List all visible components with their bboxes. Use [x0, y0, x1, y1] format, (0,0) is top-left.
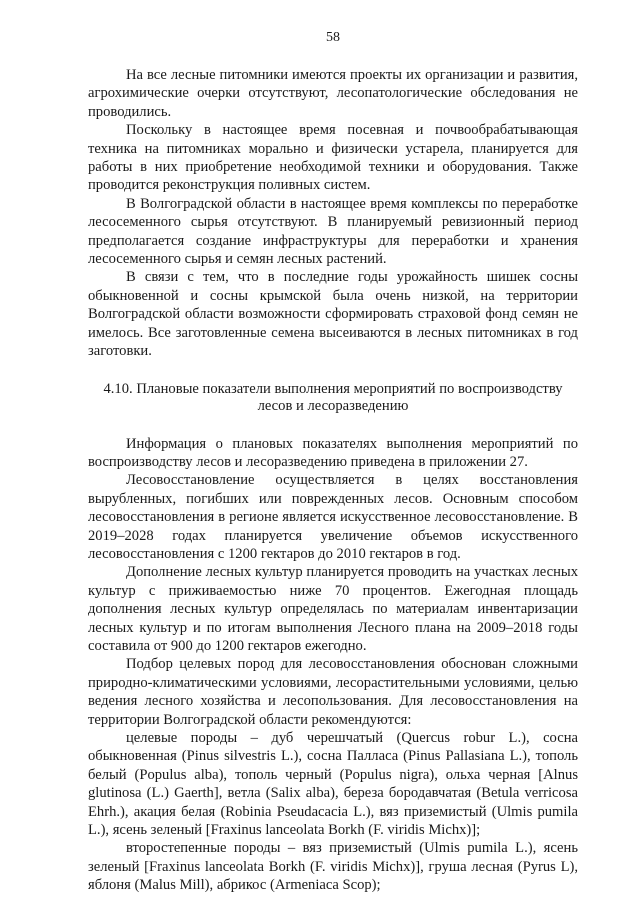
section-heading-line-1: 4.10. Плановые показатели выполнения мероприятий по воспроизводству: [103, 380, 563, 397]
paragraph-crop-supplement: Дополнение лесных культур планируется проводить на участках лесных культур с приживаемостью ниже 70 процентов. Ежегодная площадь дополнения лесных культур определялась по материалам инвентаризации лесных культур и по итогам выполнения Лесного плана на 2009–2018 годы составила от 900 до 1200 гектаров ежегодно.: [88, 564, 578, 654]
paragraph-nurseries-projects: На все лесные питомники имеются проекты их организации и развития, агрохимические очерки отсутствуют, лесопатологические обследования не проводились.: [88, 67, 578, 120]
paragraph-planned-indicators: Информация о плановых показателях выполнения мероприятий по воспроизводству лесов и лесоразведению приведена в приложении 27.: [88, 435, 578, 470]
paragraph-target-species: целевые породы – дуб черешчатый (Quercus robur L.), сосна обыкновенная (Pinus silvestris L.), сосна Палласа (Pinus Pallasiana L.), тополь белый (Populus alba), тополь черный (Populus nigra), ольха черная [Alnus glutinosa (L.) Gaerth], ветла (Salix alba), береза бородавчатая (Betula verricosa Ehrh.), акация белая (Robinia Pseudacacia L.), вяз приземистый (Ulmis pumila L.), ясень зеленый [Fraxinus lanceolata Borkh (F. viridis Michx)];: [88, 730, 578, 839]
paragraph-species-selection: Подбор целевых пород для лесовосстановления обоснован сложными природно-климатическими условиями, лесорастительными условиями, целью ведения лесного хозяйства и лесопользования. Для лесовосстановления на территории Волгоградской области рекомендуются:: [88, 656, 578, 728]
page-number: 58: [326, 30, 340, 45]
paragraph-equipment: Поскольку в настоящее время посевная и почвообрабатывающая техника на питомниках морально и физически устарела, планируется для работы в них приобретение необходимой техники и оборудования. Также проводится реконструкция поливных систем.: [88, 122, 578, 194]
paragraph-seed-processing: В Волгоградской области в настоящее время комплексы по переработке лесосеменного сырья отсутствуют. В планируемый ревизионный период предполагается создание инфраструктуры для переработки и хранения лесосеменного сырья и семян лесных растений.: [88, 195, 578, 268]
section-heading-line-2: лесов и лесоразведению: [257, 397, 409, 414]
paragraph-reforestation: Лесовосстановление осуществляется в целях восстановления вырубленных, погибших или поврежденных лесов. Основным способом лесовосстановления в регионе является искусственное лесовосстановление. В 2019–2028 годах планируется увеличение объемов искусственного лесовосстановления с 1200 гектаров до 2010 гектаров в год.: [88, 472, 578, 562]
document-page: [88, 30, 578, 895]
paragraph-seed-fund: В связи с тем, что в последние годы урожайность шишек сосны обыкновенной и сосны крымской была очень низкой, на территории Волгоградской области возможности сформировать страховой фонд семян не имелось. Все заготовленные семена высеиваются в лесных питомниках в год заготовки.: [88, 269, 578, 360]
section-heading: [88, 381, 578, 415]
paragraph-secondary-species: второстепенные породы – вяз приземистый (Ulmis pumila L.), ясень зеленый [Fraxinus lanceolata Borkh (F. viridis Michx)], груша лесная (Pyrus L), яблоня (Malus Mill), абрикос (Armeniaca Scop);: [88, 840, 578, 894]
